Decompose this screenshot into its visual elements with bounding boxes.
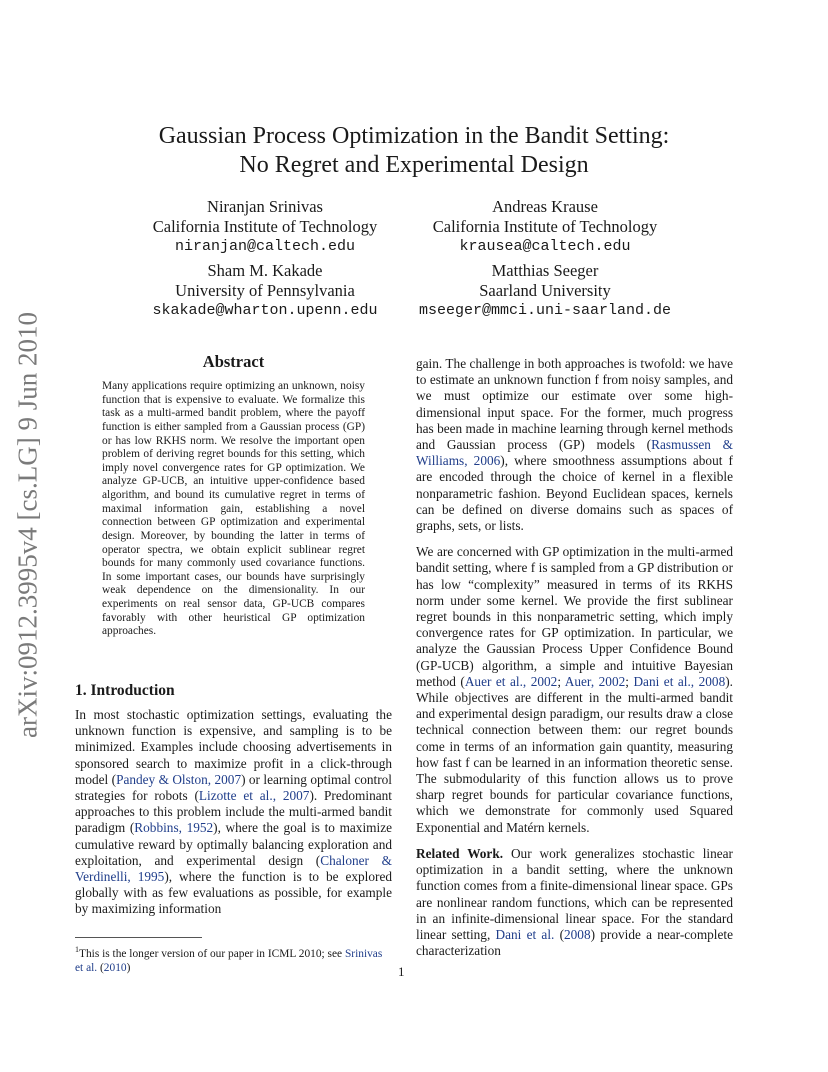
- body-text: gain. The challenge in both approaches is twofold: we have to estimate an unknown function f from noisy samples, and we must optimize our estimate over some high-dimensional input space. For the former, much progress has been made in machine learning through kernel methods and Gaussian process (GP) models (: [416, 356, 733, 453]
- author-block: [130, 261, 400, 321]
- author-affiliation: University of Pennsylvania: [175, 281, 355, 300]
- author-email[interactable]: niranjan@caltech.edu: [174, 238, 356, 255]
- citation-link[interactable]: 2008: [564, 926, 591, 942]
- abstract-body: [102, 380, 365, 639]
- page-number: 1: [398, 964, 405, 979]
- author-email[interactable]: skakade@wharton.upenn.edu: [152, 302, 378, 319]
- footnote-text: ): [126, 961, 131, 974]
- body-text: ;: [625, 673, 634, 689]
- body-text: We are concerned with GP optimization in the multi-armed bandit setting, where f is sampled from a GP distribution or has low “complexity” measured in terms of its RKHS norm under some kernel. We provide the first sublinear regret bounds in this nonparametric setting, which imply convergence rates for GP optimization. In particular, we analyze the Gaussian Process Upper Confidence Bound (GP-UCB) algorithm, a simple and intuitive Bayesian method (: [416, 544, 733, 689]
- body-text: ;: [557, 673, 565, 689]
- right-column: [416, 356, 733, 959]
- author-block: [395, 261, 695, 321]
- citation-link[interactable]: Lizotte et al., 2007: [198, 788, 310, 804]
- body-paragraph: [416, 846, 733, 959]
- footnote-mark: 1: [75, 945, 79, 954]
- body-text: (: [554, 926, 564, 942]
- arxiv-stamp: [8, 295, 48, 755]
- footnote-rule: [75, 937, 202, 938]
- intro-text: ) or learning optimal control strategies for robots (: [75, 771, 392, 804]
- intro-text: In most stochastic optimization settings, evaluating the unknown function is expensive, and sampling is to be minimized. Examples include choosing advertisements in sponsored search to maximize profit in a click-through model (: [75, 707, 392, 787]
- body-paragraph: [416, 544, 733, 836]
- intro-text: ), where the goal is to maximize cumulative reward by optimally balancing exploration and exploitation, and experimental design (: [75, 820, 392, 868]
- author-name: Sham M. Kakade: [207, 261, 323, 280]
- abstract-heading: Abstract: [202, 352, 265, 371]
- author-email[interactable]: krausea@caltech.edu: [459, 238, 631, 255]
- citation-link[interactable]: Pandey & Olston, 2007: [116, 771, 242, 787]
- citation-link[interactable]: Dani et al.: [495, 926, 555, 942]
- citation-link[interactable]: Srinivas et al.: [75, 947, 383, 974]
- author-affiliation: Saarland University: [479, 281, 611, 300]
- footnote: [75, 943, 392, 975]
- body-text: ), where smoothness assumptions about f are encoded through the choice of kernel in a flexible nonparametric fashion. Beyond Euclidean spaces, kernels can be defined on diverse domains such as spaces of graphs, sets, or lists.: [416, 453, 733, 534]
- intro-text: ). Predominant approaches to this problem include the multi-armed bandit paradigm (: [75, 788, 392, 836]
- introduction-paragraph: [75, 707, 392, 918]
- section-heading-introduction: 1. Introduction: [75, 682, 175, 699]
- footnote-text: (: [97, 961, 104, 974]
- author-name: Niranjan Srinivas: [207, 197, 323, 216]
- author-affiliation: California Institute of Technology: [152, 217, 378, 236]
- author-name: Matthias Seeger: [491, 261, 599, 280]
- author-email[interactable]: mseeger@mmci.uni-saarland.de: [418, 302, 672, 319]
- citation-link[interactable]: Rasmussen & Williams, 2006: [416, 437, 733, 469]
- citation-link[interactable]: Dani et al., 2008: [633, 673, 726, 689]
- citation-link[interactable]: Auer et al., 2002: [464, 673, 558, 689]
- body-text: ). While objectives are different in the multi-armed bandit and experimental design paradigm, our results draw a close technical connection between them: our regret bounds come in terms of an information gain quantity, measuring how fast f can be learned in an information theoretic sense. The submodularity of this function allows us to prove sharp regret bounds for particular covariance functions, which we demonstrate for commonly used Squared Exponential and Matérn kernels.: [416, 673, 733, 835]
- intro-text: ), where the function is to be explored globally with as few evaluations as possible, for example by maximizing information: [75, 869, 393, 917]
- author-affiliation: California Institute of Technology: [432, 217, 658, 236]
- paper-title-line2: No Regret and Experimental Design: [239, 152, 589, 178]
- paper-title-line1: Gaussian Process Optimization in the Bandit Setting:: [158, 123, 670, 149]
- author-name: Andreas Krause: [492, 197, 598, 216]
- citation-link[interactable]: Chaloner & Verdinelli, 1995: [75, 852, 392, 885]
- related-work-heading: Related Work.: [416, 845, 504, 861]
- citation-link[interactable]: 2010: [103, 961, 127, 974]
- body-paragraph: [416, 356, 733, 534]
- body-text: Our work generalizes stochastic linear optimization in a bandit setting, where the unknown function comes from a finite-dimensional linear space. GPs are nonlinear random functions, which can be represented in an infinite-dimensional linear space. For the standard linear setting,: [416, 845, 733, 942]
- body-text: ) provide a near-complete characterization: [416, 926, 733, 959]
- arxiv-stamp-text: arXiv:0912.3995v4 [cs.LG] 9 Jun 2010: [12, 312, 43, 738]
- author-block: [410, 197, 680, 257]
- citation-link[interactable]: Auer, 2002: [564, 673, 626, 689]
- abstract-text: Many applications require optimizing an unknown, noisy function that is expensive to evaluate. We formalize this task as a multi-armed bandit problem, where the payoff function is either sampled from a Gaussian process (GP) or has low RKHS norm. We resolve the important open problem of deriving regret bounds for this setting, which imply novel convergence rates for GP optimization. We analyze GP-UCB, an intuitive upper-confidence based algorithm, and bound its cumulative regret in terms of maximal information gain, establishing a novel connection between GP optimization and experimental design. Moreover, by bounding the latter in terms of operator spectra, we obtain explicit sublinear regret bounds for many commonly used covariance functions. In some important cases, our bounds have surprisingly weak dependence on the dimensionality. In our experiments on real sensor data, GP-UCB compares favorably with other heuristical GP optimization approaches.: [102, 380, 365, 638]
- citation-link[interactable]: Robbins, 1952: [134, 820, 214, 836]
- author-block: [130, 197, 400, 257]
- footnote-text: This is the longer version of our paper in ICML 2010; see: [79, 947, 345, 960]
